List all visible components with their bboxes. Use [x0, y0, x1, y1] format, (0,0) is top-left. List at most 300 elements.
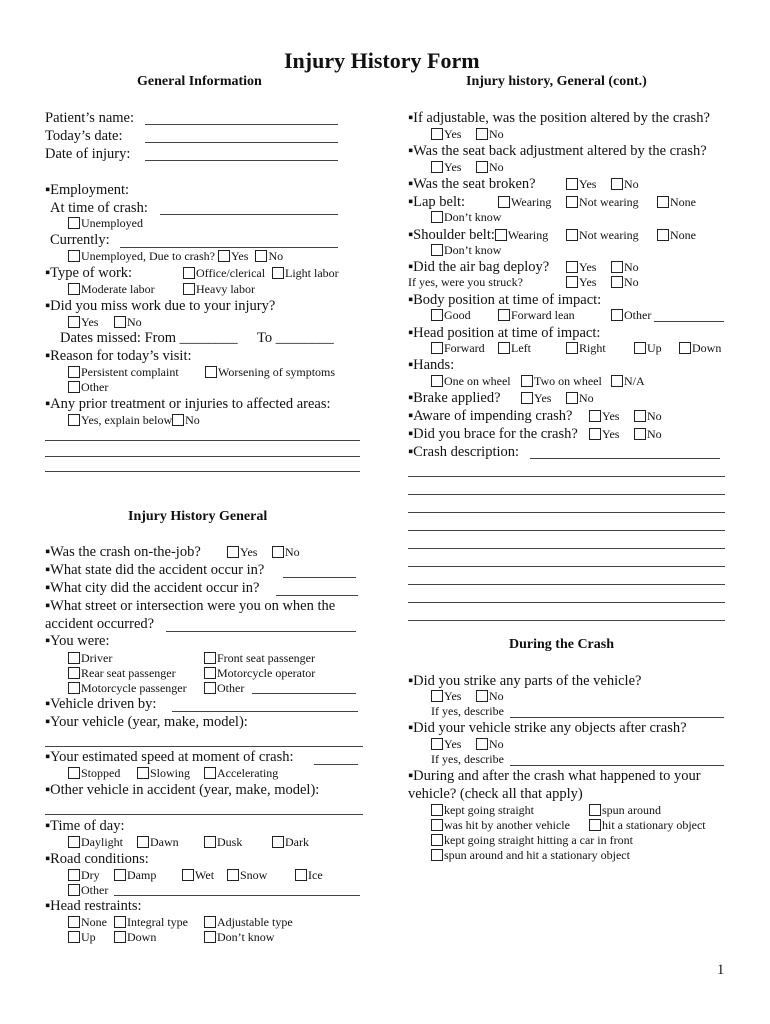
head-up-option[interactable]	[634, 341, 662, 356]
road-other-checkbox[interactable]	[68, 884, 80, 896]
seat-back-yes-checkbox[interactable]	[431, 161, 443, 173]
lap-none-option[interactable]	[657, 195, 696, 210]
head-restraints-label: ▪Head restraints:	[45, 898, 142, 914]
hands-na-label: N/A	[624, 374, 645, 388]
hands-na-option[interactable]	[611, 374, 645, 389]
spun-hit-option[interactable]	[431, 848, 630, 863]
what-state-field[interactable]	[283, 577, 356, 578]
crash-line-8[interactable]	[408, 602, 725, 603]
miss-work-no-checkbox[interactable]	[114, 316, 126, 328]
brake-yes-option[interactable]	[521, 391, 551, 406]
struck-yes-option[interactable]	[566, 275, 596, 290]
lap-dont-know-checkbox[interactable]	[431, 211, 443, 223]
seat-back-no-option[interactable]	[476, 160, 504, 175]
road-other-field[interactable]	[114, 895, 360, 896]
body-other-option[interactable]	[611, 308, 651, 323]
body-other-field[interactable]	[654, 321, 724, 322]
persistent-complaint-checkbox[interactable]	[68, 366, 80, 378]
stopped-label: Stopped	[81, 766, 121, 780]
air-bag-yes-checkbox[interactable]	[566, 261, 578, 273]
two-on-wheel-option[interactable]	[521, 374, 602, 389]
slowing-label: Slowing	[150, 766, 191, 780]
prior-no-checkbox[interactable]	[172, 414, 184, 426]
moderate-labor-option[interactable]	[68, 282, 155, 297]
air-bag-yes-option[interactable]	[566, 260, 596, 275]
prior-yes-label: Yes, explain below	[81, 413, 173, 427]
seat-broken-no-checkbox[interactable]	[611, 178, 623, 190]
crash-line-7[interactable]	[408, 584, 725, 585]
adjustable-option[interactable]	[204, 915, 293, 930]
adj-yes-label: Yes	[444, 127, 462, 141]
reason-other-option[interactable]	[68, 380, 108, 395]
brace-yes-checkbox[interactable]	[589, 428, 601, 440]
two-on-wheel-label: Two on wheel	[534, 374, 602, 388]
head-left-checkbox[interactable]	[498, 342, 510, 354]
adj-yes-option[interactable]	[431, 127, 461, 142]
persistent-complaint-option[interactable]	[68, 365, 179, 380]
body-forward-lean-option[interactable]	[498, 308, 575, 323]
crash-line-6[interactable]	[408, 566, 725, 567]
restraint-none-checkbox[interactable]	[68, 916, 80, 928]
head-down-checkbox[interactable]	[679, 342, 691, 354]
moderate-labor-checkbox[interactable]	[68, 283, 80, 295]
wet-checkbox[interactable]	[182, 869, 194, 881]
form-title: Injury History Form	[284, 48, 480, 73]
body-good-checkbox[interactable]	[431, 309, 443, 321]
date-of-injury-field[interactable]	[145, 160, 338, 161]
air-bag-no-option[interactable]	[611, 260, 639, 275]
head-left-option[interactable]	[498, 341, 531, 356]
brace-no-label: No	[647, 427, 662, 441]
due-no-label: No	[268, 249, 284, 263]
prior-yes-option[interactable]	[68, 413, 200, 428]
driver-label: Driver	[81, 651, 113, 665]
page-number: 1	[717, 962, 725, 978]
vstrike-no-checkbox[interactable]	[476, 738, 488, 750]
restraint-dont-know-checkbox[interactable]	[204, 931, 216, 943]
rear-seat-checkbox[interactable]	[68, 667, 80, 679]
light-labor-checkbox[interactable]	[272, 267, 284, 279]
body-forward-lean-checkbox[interactable]	[498, 309, 510, 321]
brake-no-label: No	[579, 391, 594, 405]
shoulder-not-wearing-option[interactable]	[566, 228, 639, 243]
due-yes-checkbox[interactable]	[218, 250, 230, 262]
worsening-checkbox[interactable]	[205, 366, 217, 378]
hit-stationary-checkbox[interactable]	[589, 819, 601, 831]
strike-yes-label: Yes	[444, 689, 462, 703]
motorcycle-passenger-checkbox[interactable]	[68, 682, 80, 694]
wet-label: Wet	[195, 868, 215, 882]
one-on-wheel-option[interactable]	[431, 374, 511, 389]
aware-label: ▪Aware of impending crash?	[408, 408, 573, 424]
ice-option[interactable]	[295, 868, 323, 883]
aware-no-label: No	[647, 409, 662, 423]
spun-around-option[interactable]	[589, 803, 661, 818]
crash-line-1[interactable]	[408, 476, 725, 477]
aware-no-option[interactable]	[634, 409, 662, 424]
employment-label: ▪Employment:	[45, 182, 130, 198]
driver-checkbox[interactable]	[68, 652, 80, 664]
prior-line-1[interactable]	[45, 440, 360, 441]
prior-yes-checkbox[interactable]	[68, 414, 80, 426]
ice-checkbox[interactable]	[295, 869, 307, 881]
lap-none-checkbox[interactable]	[657, 196, 669, 208]
your-vehicle-field[interactable]	[45, 746, 363, 747]
snow-option[interactable]	[227, 868, 267, 883]
office-clerical-label: Office/clerical	[196, 266, 266, 280]
stopped-checkbox[interactable]	[68, 767, 80, 779]
driver-option[interactable]	[68, 651, 112, 666]
hands-label: ▪Hands:	[408, 357, 455, 373]
during-after-label: ▪During and after the crash what happened to your	[408, 768, 701, 784]
ice-label: Ice	[308, 868, 323, 882]
miss-work-yes-label: Yes	[81, 315, 99, 329]
seat-back-yes-option[interactable]	[431, 160, 461, 175]
slowing-checkbox[interactable]	[137, 767, 149, 779]
seat-broken-no-label: No	[624, 177, 639, 191]
you-were-other-checkbox[interactable]	[204, 682, 216, 694]
restraint-none-label: None	[81, 915, 107, 929]
head-forward-checkbox[interactable]	[431, 342, 443, 354]
at-time-of-crash-label: At time of crash:	[50, 200, 148, 216]
shoulder-dont-know-label: Don’t know	[444, 243, 502, 257]
injury-history-general-heading: Injury History General	[128, 509, 268, 524]
strike-describe-field[interactable]	[510, 717, 724, 718]
road-other-label: Other	[81, 883, 109, 897]
vstrike-yes-option[interactable]	[431, 737, 461, 752]
strike-yes-option[interactable]	[431, 689, 461, 704]
prior-treatment-label: ▪Any prior treatment or injuries to affected areas:	[45, 396, 331, 412]
if-adjustable-label: ▪If adjustable, was the position altered by the crash?	[408, 110, 710, 126]
strike-no-checkbox[interactable]	[476, 690, 488, 702]
seat-back-yes-label: Yes	[444, 160, 462, 174]
shoulder-not-wearing-checkbox[interactable]	[566, 229, 578, 241]
crash-line-3[interactable]	[408, 512, 725, 513]
on-job-yes-option[interactable]	[227, 545, 257, 560]
strike-describe-label: If yes, describe	[431, 704, 504, 718]
currently-field[interactable]	[120, 247, 338, 248]
lap-none-label: None	[670, 195, 696, 209]
est-speed-field[interactable]	[314, 764, 358, 765]
shoulder-wearing-checkbox[interactable]	[495, 229, 507, 241]
daylight-label: Daylight	[81, 835, 123, 849]
air-bag-yes-label: Yes	[579, 260, 597, 274]
other-vehicle-field[interactable]	[45, 814, 363, 815]
aware-yes-checkbox[interactable]	[589, 410, 601, 422]
adjustable-checkbox[interactable]	[204, 916, 216, 928]
restraint-down-label: Down	[127, 930, 157, 944]
damp-checkbox[interactable]	[114, 869, 126, 881]
struck-yes-checkbox[interactable]	[566, 276, 578, 288]
reason-other-checkbox[interactable]	[68, 381, 80, 393]
seat-back-label: ▪Was the seat back adjustment altered by the crash?	[408, 143, 707, 159]
head-right-checkbox[interactable]	[566, 342, 578, 354]
front-seat-label: Front seat passenger	[217, 651, 315, 665]
kept-going-hit-label: kept going straight hitting a car in front	[444, 833, 633, 847]
est-speed-label: ▪Your estimated speed at moment of crash:	[45, 749, 294, 765]
adj-yes-checkbox[interactable]	[431, 128, 443, 140]
brake-applied-label: ▪Brake applied?	[408, 390, 501, 406]
adj-no-option[interactable]	[476, 127, 504, 142]
motorcycle-passenger-label: Motorcycle passenger	[81, 681, 187, 695]
what-city-field[interactable]	[276, 595, 358, 596]
lap-not-wearing-option[interactable]	[566, 195, 639, 210]
unemployed-due-option[interactable]	[68, 249, 283, 264]
spun-around-checkbox[interactable]	[589, 804, 601, 816]
crash-line-5[interactable]	[408, 548, 725, 549]
dawn-label: Dawn	[150, 835, 179, 849]
body-other-checkbox[interactable]	[611, 309, 623, 321]
hit-stationary-label: hit a stationary object	[602, 818, 706, 832]
stopped-option[interactable]	[68, 766, 120, 781]
body-good-option[interactable]	[431, 308, 471, 323]
what-state-label: ▪What state did the accident occur in?	[45, 562, 265, 578]
crash-line-9[interactable]	[408, 620, 725, 621]
accelerating-option[interactable]	[204, 766, 278, 781]
you-were-other-option[interactable]	[204, 681, 244, 696]
lap-not-wearing-checkbox[interactable]	[566, 196, 578, 208]
kept-going-option[interactable]	[431, 803, 534, 818]
heavy-labor-option[interactable]	[183, 282, 255, 297]
shoulder-none-checkbox[interactable]	[657, 229, 669, 241]
heavy-labor-checkbox[interactable]	[183, 283, 195, 295]
vehicle-driven-by-field[interactable]	[172, 711, 358, 712]
unemployed-label: Unemployed	[81, 216, 143, 230]
brake-no-option[interactable]	[566, 391, 594, 406]
shoulder-dont-know-option[interactable]	[431, 243, 501, 258]
light-labor-label: Light labor	[285, 266, 339, 280]
head-up-checkbox[interactable]	[634, 342, 646, 354]
two-on-wheel-checkbox[interactable]	[521, 375, 533, 387]
unemployed-checkbox[interactable]	[68, 217, 80, 229]
brake-yes-label: Yes	[534, 391, 552, 405]
struck-no-option[interactable]	[611, 275, 639, 290]
struck-no-label: No	[624, 275, 639, 289]
shoulder-none-label: None	[670, 228, 696, 242]
one-on-wheel-label: One on wheel	[444, 374, 511, 388]
seat-broken-yes-checkbox[interactable]	[566, 178, 578, 190]
dusk-option[interactable]	[204, 835, 242, 850]
due-no-checkbox[interactable]	[255, 250, 267, 262]
integral-option[interactable]	[114, 915, 188, 930]
vstrike-yes-checkbox[interactable]	[431, 738, 443, 750]
body-position-label: ▪Body position at time of impact:	[408, 292, 602, 308]
one-on-wheel-checkbox[interactable]	[431, 375, 443, 387]
accelerating-checkbox[interactable]	[204, 767, 216, 779]
injury-history-cont-heading: Injury history, General (cont.)	[466, 74, 647, 89]
dawn-option[interactable]	[137, 835, 179, 850]
motorcycle-operator-label: Motorcycle operator	[217, 666, 316, 680]
miss-work-yes-checkbox[interactable]	[68, 316, 80, 328]
dark-checkbox[interactable]	[272, 836, 284, 848]
motorcycle-passenger-option[interactable]	[68, 681, 187, 696]
air-bag-label: ▪Did the air bag deploy?	[408, 259, 550, 275]
seat-broken-yes-label: Yes	[579, 177, 597, 191]
dry-option[interactable]	[68, 868, 100, 883]
snow-checkbox[interactable]	[227, 869, 239, 881]
dates-missed-from[interactable]: Dates missed: From ________	[60, 330, 238, 346]
what-street-field[interactable]	[166, 631, 356, 632]
integral-checkbox[interactable]	[114, 916, 126, 928]
unemployed-due-label: Unemployed, Due to crash?	[81, 249, 215, 263]
rear-seat-label: Rear seat passenger	[81, 666, 176, 680]
unemployed-due-checkbox[interactable]	[68, 250, 80, 262]
restraint-none-option[interactable]	[68, 915, 107, 930]
air-bag-no-checkbox[interactable]	[611, 261, 623, 273]
crash-description-field[interactable]	[530, 458, 720, 459]
type-of-work-label: ▪Type of work:	[45, 265, 133, 281]
daylight-checkbox[interactable]	[68, 836, 80, 848]
wet-option[interactable]	[182, 868, 214, 883]
miss-work-no-option[interactable]	[114, 315, 142, 330]
dates-missed-to[interactable]: To ________	[257, 330, 334, 346]
lap-dont-know-label: Don’t know	[444, 210, 502, 224]
patient-name-label: Patient’s name:	[45, 110, 134, 126]
vstrike-no-option[interactable]	[476, 737, 504, 752]
damp-option[interactable]	[114, 868, 156, 883]
rear-seat-option[interactable]	[68, 666, 176, 681]
strike-no-option[interactable]	[476, 689, 504, 704]
worsening-label: Worsening of symptoms	[218, 365, 336, 379]
strike-yes-checkbox[interactable]	[431, 690, 443, 702]
seat-back-no-checkbox[interactable]	[476, 161, 488, 173]
lap-dont-know-option[interactable]	[431, 210, 501, 225]
on-job-no-option[interactable]	[272, 545, 300, 560]
patient-name-field[interactable]	[145, 124, 338, 125]
restraint-down-checkbox[interactable]	[114, 931, 126, 943]
at-time-of-crash-field[interactable]	[160, 214, 338, 215]
front-seat-option[interactable]	[204, 651, 315, 666]
kept-going-label: kept going straight	[444, 803, 534, 817]
brace-yes-label: Yes	[602, 427, 620, 441]
on-the-job-label: ▪Was the crash on-the-job?	[45, 544, 201, 560]
head-position-label: ▪Head position at time of impact:	[408, 325, 601, 341]
on-job-yes-checkbox[interactable]	[227, 546, 239, 558]
was-hit-label: was hit by another vehicle	[444, 818, 570, 832]
todays-date-field[interactable]	[145, 142, 338, 143]
you-were-other-field[interactable]	[252, 693, 356, 694]
lap-wearing-option[interactable]	[498, 195, 551, 210]
head-down-option[interactable]	[679, 341, 721, 356]
on-job-no-checkbox[interactable]	[272, 546, 284, 558]
road-other-option[interactable]	[68, 883, 108, 898]
on-job-no-label: No	[285, 545, 300, 559]
kept-going-checkbox[interactable]	[431, 804, 443, 816]
was-hit-checkbox[interactable]	[431, 819, 443, 831]
unemployed-option[interactable]	[68, 216, 143, 231]
restraint-up-option[interactable]	[68, 930, 96, 945]
head-down-label: Down	[692, 341, 722, 355]
your-vehicle-label: ▪Your vehicle (year, make, model):	[45, 714, 248, 730]
vstrike-yes-label: Yes	[444, 737, 462, 751]
brace-yes-option[interactable]	[589, 427, 619, 442]
accident-occurred-label: accident occurred?	[45, 616, 155, 632]
struck-no-checkbox[interactable]	[611, 276, 623, 288]
vstrike-no-label: No	[489, 737, 504, 751]
brace-no-checkbox[interactable]	[634, 428, 646, 440]
crash-line-4[interactable]	[408, 530, 725, 531]
if-yes-struck-label: If yes, were you struck?	[408, 275, 523, 289]
lap-belt-label: ▪Lap belt:	[408, 194, 466, 210]
lap-wearing-checkbox[interactable]	[498, 196, 510, 208]
vstrike-describe-label: If yes, describe	[431, 752, 504, 766]
dusk-checkbox[interactable]	[204, 836, 216, 848]
worsening-option[interactable]	[205, 365, 335, 380]
was-hit-option[interactable]	[431, 818, 570, 833]
integral-label: Integral type	[127, 915, 188, 929]
adj-no-checkbox[interactable]	[476, 128, 488, 140]
crash-line-2[interactable]	[408, 494, 725, 495]
snow-label: Snow	[240, 868, 268, 882]
slowing-option[interactable]	[137, 766, 190, 781]
body-forward-lean-label: Forward lean	[511, 308, 575, 322]
adjustable-label: Adjustable type	[217, 915, 293, 929]
shoulder-belt-label	[408, 227, 548, 244]
brake-no-checkbox[interactable]	[566, 392, 578, 404]
restraint-dont-know-label: Don’t know	[217, 930, 275, 944]
dry-checkbox[interactable]	[68, 869, 80, 881]
reason-visit-label: ▪Reason for today’s visit:	[45, 348, 192, 364]
vehicle-driven-by-label: ▪Vehicle driven by:	[45, 696, 157, 712]
kept-going-hit-checkbox[interactable]	[431, 834, 443, 846]
dark-label: Dark	[285, 835, 309, 849]
brake-yes-checkbox[interactable]	[521, 392, 533, 404]
due-yes-label: Yes	[230, 249, 249, 263]
reason-other-label: Other	[81, 380, 109, 394]
seat-broken-yes-option[interactable]	[566, 177, 596, 192]
prior-no-label: No	[185, 413, 200, 427]
hands-na-checkbox[interactable]	[611, 375, 623, 387]
office-clerical-option[interactable]	[183, 266, 265, 281]
brace-no-option[interactable]	[634, 427, 662, 442]
aware-yes-option[interactable]	[589, 409, 619, 424]
dusk-label: Dusk	[217, 835, 243, 849]
seat-back-no-label: No	[489, 160, 504, 174]
daylight-option[interactable]	[68, 835, 123, 850]
lap-not-wearing-label: Not wearing	[579, 195, 639, 209]
struck-yes-label: Yes	[579, 275, 597, 289]
front-seat-checkbox[interactable]	[204, 652, 216, 664]
miss-work-yes-option[interactable]	[68, 315, 98, 330]
dark-option[interactable]	[272, 835, 309, 850]
motorcycle-operator-checkbox[interactable]	[204, 667, 216, 679]
motorcycle-operator-option[interactable]	[204, 666, 315, 681]
seat-broken-no-option[interactable]	[611, 177, 639, 192]
general-information-heading: General Information	[137, 74, 262, 89]
head-right-option[interactable]	[566, 341, 606, 356]
miss-work-no-label: No	[127, 315, 142, 329]
shoulder-none-option[interactable]	[657, 228, 696, 243]
restraint-up-checkbox[interactable]	[68, 931, 80, 943]
head-forward-label: Forward	[444, 341, 485, 355]
prior-line-3[interactable]	[45, 471, 360, 472]
vstrike-describe-field[interactable]	[510, 765, 724, 766]
aware-yes-label: Yes	[602, 409, 620, 423]
aware-no-checkbox[interactable]	[634, 410, 646, 422]
head-forward-option[interactable]	[431, 341, 485, 356]
dawn-checkbox[interactable]	[137, 836, 149, 848]
hit-stationary-option[interactable]	[589, 818, 706, 833]
restraint-dont-know-option[interactable]	[204, 930, 274, 945]
strike-parts-label: ▪Did you strike any parts of the vehicle?	[408, 673, 642, 689]
restraint-down-option[interactable]	[114, 930, 156, 945]
prior-line-2[interactable]	[45, 456, 360, 457]
shoulder-dont-know-checkbox[interactable]	[431, 244, 443, 256]
light-labor-option[interactable]	[272, 266, 339, 281]
kept-going-hit-option[interactable]	[431, 833, 633, 848]
spun-hit-checkbox[interactable]	[431, 849, 443, 861]
office-clerical-checkbox[interactable]	[183, 267, 195, 279]
